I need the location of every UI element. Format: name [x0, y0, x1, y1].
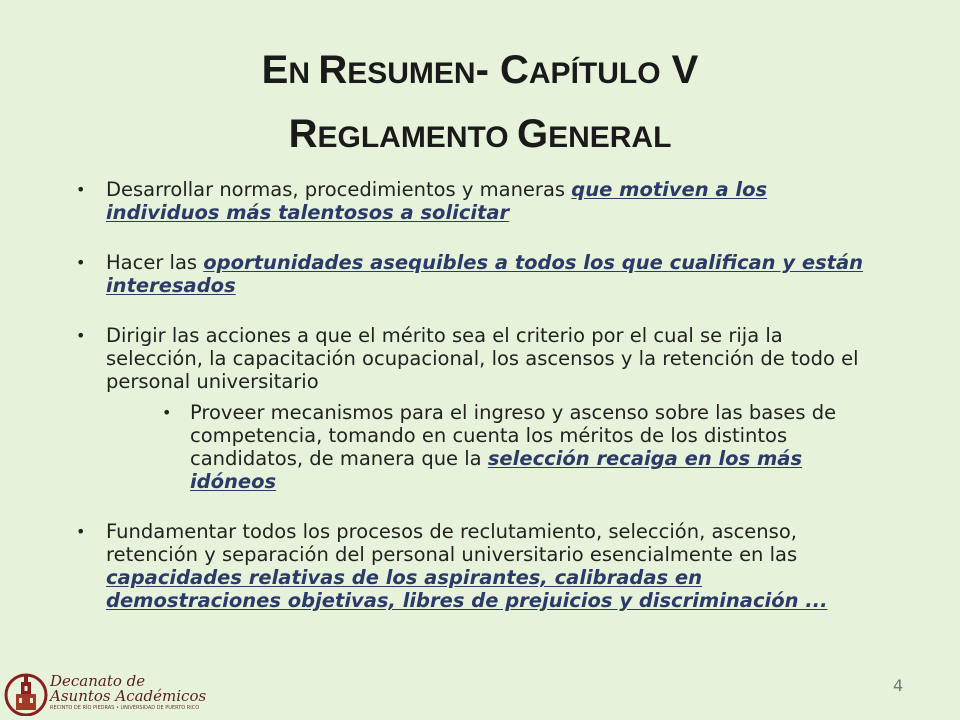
bullet-item-3 [76, 324, 876, 393]
title-text: R [288, 112, 318, 156]
title-text: ESUMEN [347, 57, 476, 90]
bullet-dot: • [76, 522, 86, 541]
title-text: G [516, 112, 549, 156]
bullet-text: Desarrollar normas, procedimientos y maneras [106, 178, 572, 201]
title-text: R [318, 48, 348, 92]
sub-bullet-item [76, 401, 876, 493]
bullet-list [76, 178, 876, 639]
bullet-highlight: que motiven a los individuos más talentosos a solicitar [106, 178, 768, 224]
title-text: C [500, 48, 529, 92]
sub-bullet-highlight: selección recaiga en los más idóneos [190, 447, 803, 493]
decanato-logo [2, 670, 207, 718]
logo-subtitle: RECINTO DE RÍO PIEDRAS • UNIVERSIDAD DE PUERTO RICO [50, 705, 200, 711]
title-text: ENERAL [548, 121, 672, 154]
title-text: V [660, 48, 699, 92]
title-text: EGLAMENTO [317, 121, 517, 154]
bullet-text: Fundamentar todos los procesos de reclutamiento, selección, ascenso, retención y separación del personal universitario esencialmente en las [106, 520, 798, 566]
title-line-1 [0, 40, 960, 104]
bullet-dot: • [76, 180, 86, 199]
slide-title [0, 40, 960, 168]
bullet-dot: • [76, 326, 86, 345]
title-text: - [475, 48, 500, 92]
bullet-item-2 [76, 251, 876, 297]
bullet-item-4 [76, 520, 876, 612]
title-text: N [288, 57, 319, 90]
bullet-text: Hacer las [106, 251, 204, 274]
bullet-text: Dirigir las acciones a que el mérito sea el criterio por el cual se rija la selección, la capacitación ocupacional, los ascensos y la retención de todo el personal universitario [106, 324, 859, 393]
bullet-dot: • [162, 403, 172, 422]
logo-line-1: Decanato de [50, 672, 146, 690]
title-text: E [261, 48, 289, 92]
sub-bullet-text: Proveer mecanismos para el ingreso y ascenso sobre las bases de competencia, tomando en cuenta los méritos de los distintos candidatos, de manera que la [190, 401, 837, 470]
page-number: 4 [893, 676, 904, 695]
bullet-dot: • [76, 253, 86, 272]
bullet-highlight: oportunidades asequibles a todos los que cualifican y están interesados [106, 251, 864, 297]
building-tower-icon [4, 672, 48, 716]
title-line-2 [0, 104, 960, 168]
logo-line-2: Asuntos Académicos [50, 687, 207, 705]
title-text: APÍTULO [528, 57, 661, 90]
bullet-item-1 [76, 178, 876, 224]
bullet-highlight: capacidades relativas de los aspirantes, calibradas en demostraciones objetivas, libres de prejuicios y discriminación ... [106, 566, 828, 612]
